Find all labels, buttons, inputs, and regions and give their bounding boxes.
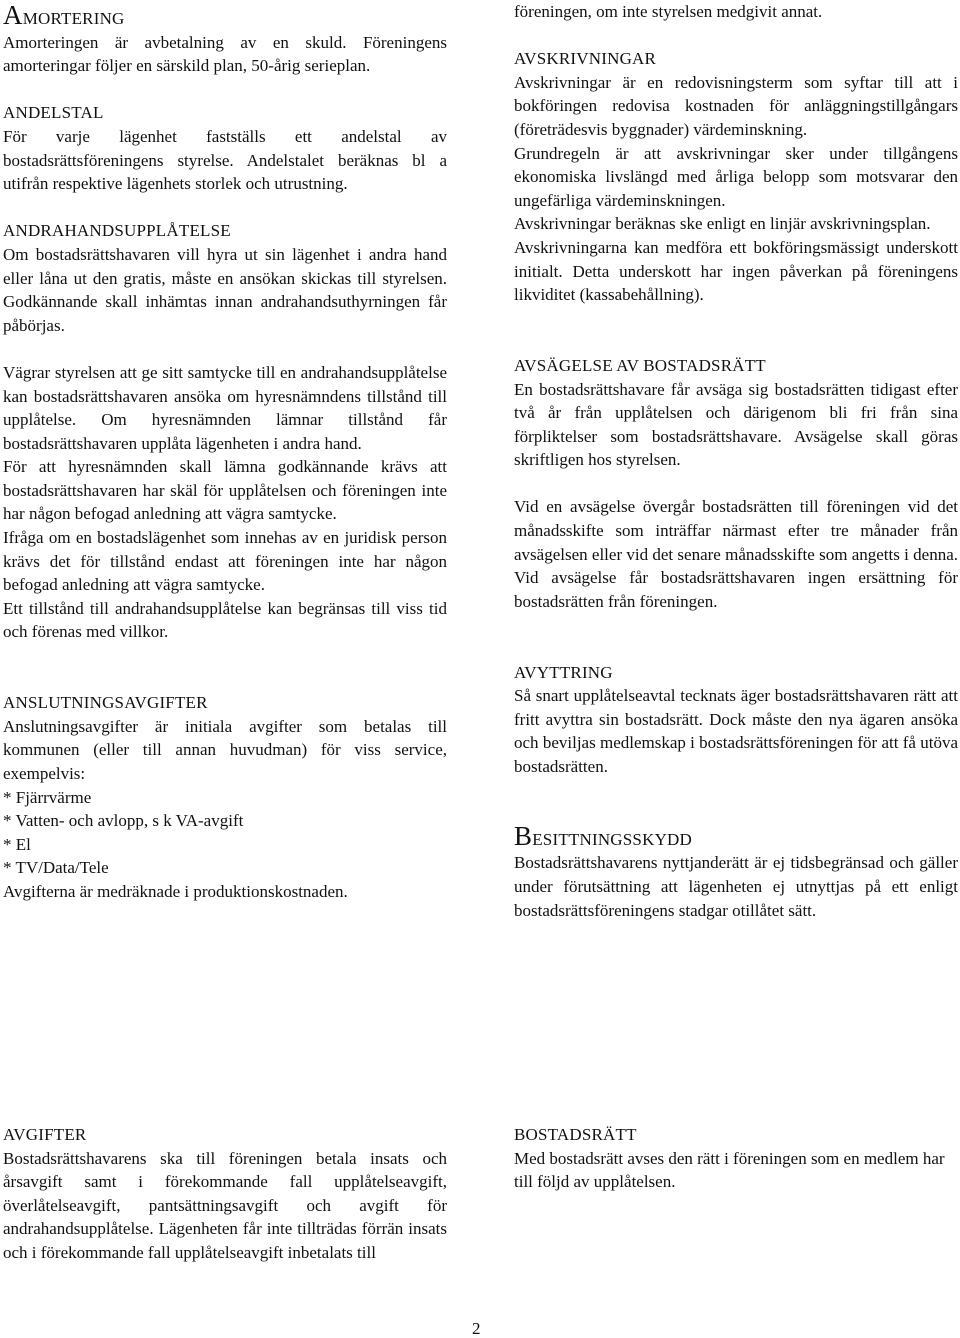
paragraph: Bostadsrättshavarens nyttjanderätt är ej tidsbegränsad och gäller under förutsättning att lägenheten ej utnyttjas på ett enligt bostadsrättsföreningens stadgar otillåtet sätt.: [514, 853, 958, 920]
heading-avsagelse: AVSÄGELSE AV BOSTADSRÄTT: [514, 355, 766, 375]
heading-besittning-cap: B: [514, 820, 533, 851]
paragraph: För att hyresnämnden skall lämna godkännande krävs att bostadsrättshavaren har skäl för upplåtelsen och föreningen inte har någon befogad anledning att vägra samtycke.: [3, 457, 447, 524]
list-item: * El: [3, 834, 31, 854]
list-item: * Fjärrvärme: [3, 787, 92, 807]
heading-avgifter: AVGIFTER: [3, 1125, 87, 1144]
bottom-left-column: [3, 1123, 447, 1265]
section-avsagelse: [514, 354, 958, 614]
page-number: 2: [472, 1319, 481, 1338]
paragraph: Avskrivningarna kan medföra ett bokföringsmässigt underskott initialt. Detta underskott har ingen påverkan på föreningens likviditet (kassabehållning).: [514, 237, 958, 305]
paragraph: Ett tillstånd till andrahandsupplåtelse kan begränsas till viss tid och förenas med villkor.: [3, 598, 447, 642]
paragraph: Amorteringen är avbetalning av en skuld. Föreningens amorteringar följer en särskild plan, 50-årig serieplan.: [3, 32, 447, 76]
paragraph: Grundregeln är att avskrivningar sker under tillgångens ekonomiska livslängd med årliga belopp som motsvarar den ungefärliga värdeminskningen.: [514, 143, 958, 210]
list-item: * TV/Data/Tele: [3, 858, 109, 878]
paragraph: Med bostadsrätt avses den rätt i föreningen som en medlem har till följd av upplåtelsen.: [514, 1148, 945, 1192]
paragraph: Så snart upplåtelseavtal tecknats äger bostadsrättshavaren rätt att fritt avyttra sin bostadsrätt. Dock måste den nya ägaren ansöka och beviljas medlemskap i bostadsrättsföreningen för att få utöva bostadsrätten.: [514, 686, 958, 776]
paragraph: Om bostadsrättshavaren vill hyra ut sin lägenhet i andra hand eller låna ut den gratis, måste en ansökan skickas till styrelsen. Godkännande skall inhämtas innan andrahandsuthyrningen får påbörjas.: [3, 244, 447, 335]
heading-andrahand: ANDRAHANDSUPPLÅTELSE: [3, 221, 231, 241]
paragraph: Avskrivningar beräknas ske enligt en linjär avskrivningsplan.: [514, 214, 931, 234]
heading-amortering-rest: MORTERING: [22, 9, 125, 28]
right-column: [514, 0, 958, 922]
left-column: [3, 0, 447, 904]
section-amortering: [3, 0, 447, 78]
section-andrahand: [3, 219, 447, 644]
paragraph: Avgifterna är medräknade i produktionskostnaden.: [3, 881, 348, 901]
heading-amortering: [3, 0, 447, 31]
paragraph: En bostadsrättshavare får avsäga sig bostadsrätten tidigast efter två år från upplåtelsen och därigenom bli fri från sina förpliktelser som bostadsrättshavare. Avsägelse skall göras skriftligen hos styrelsen.: [514, 379, 958, 470]
list-item: * Vatten- och avlopp, s k VA-avgift: [3, 811, 244, 831]
heading-anslutning: ANSLUTNINGSAVGIFTER: [3, 693, 208, 713]
heading-avskrivningar: AVSKRIVNINGAR: [514, 49, 657, 69]
heading-andelstal: ANDELSTAL: [3, 103, 104, 123]
paragraph: Anslutningsavgifter är initiala avgifter som betalas till kommunen (eller till annan huvudman) för viss service, exempelvis:: [3, 716, 447, 783]
paragraph: Vid en avsägelse övergår bostadsrätten till föreningen vid det månadsskifte som inträffar närmast efter tre månader från avsägelsen eller vid det senare månadsskifte som angetts i denna. Vid avsägelse får bostadsrättshavaren ingen ersättning för bostadsrätten från föreningen.: [514, 497, 958, 611]
section-avyttring: [514, 661, 958, 779]
paragraph: Bostadsrättshavarens ska till föreningen betala insats och årsavgift samt i förekommande fall upplåtelseavgift, överlåtelseavgift, pantsättningsavgift och avgift för andrahandsupplåtelse. Lägenheten får inte tillträdas förrän insats och i förekommande fall upplåtelseavgift inbetalats till: [3, 1148, 447, 1262]
heading-bostadsratt: BOSTADSRÄTT: [514, 1125, 637, 1144]
continuation-text: föreningen, om inte styrelsen medgivit annat.: [514, 2, 823, 21]
heading-avyttring: AVYTTRING: [514, 662, 613, 682]
section-andelstal: [3, 101, 447, 195]
paragraph: Ifråga om en bostadslägenhet som innehas av en juridisk person krävs det för tillstånd endast att föreningen inte har någon befogad anledning att vägra samtycke.: [3, 528, 447, 595]
section-besittning: [514, 820, 958, 922]
paragraph: Vägrar styrelsen att ge sitt samtycke till en andrahandsupplåtelse kan bostadsrättshavaren ansöka om hyresnämndens tillstånd till upplåtelse. Om hyresnämnden lämnar tillstånd får bostadsrättshavaren upplåta lägenheten i andra hand.: [3, 362, 447, 453]
heading-amortering-cap: A: [3, 0, 23, 30]
section-anslutning: [3, 691, 447, 903]
paragraph: Avskrivningar är en redovisningsterm som syftar till att i bokföringen redovisa kostnaden för anläggningstillgångars (företrädesvis byggnader) värdeminskning.: [514, 72, 958, 139]
heading-besittning-rest: ESITTNINGSSKYDD: [532, 829, 692, 849]
paragraph: För varje lägenhet fastställs ett andelstal av bostadsrättsföreningens styrelse. Andelstalet beräknas bl a utifrån respektive lägenhets storlek och utrustning.: [3, 126, 447, 194]
section-bostadsratt: [514, 1123, 958, 1194]
bottom-right-column: [514, 1123, 958, 1194]
heading-besittning: [514, 820, 958, 852]
section-avskrivningar: [514, 47, 958, 307]
section-avgifter: [3, 1123, 447, 1265]
